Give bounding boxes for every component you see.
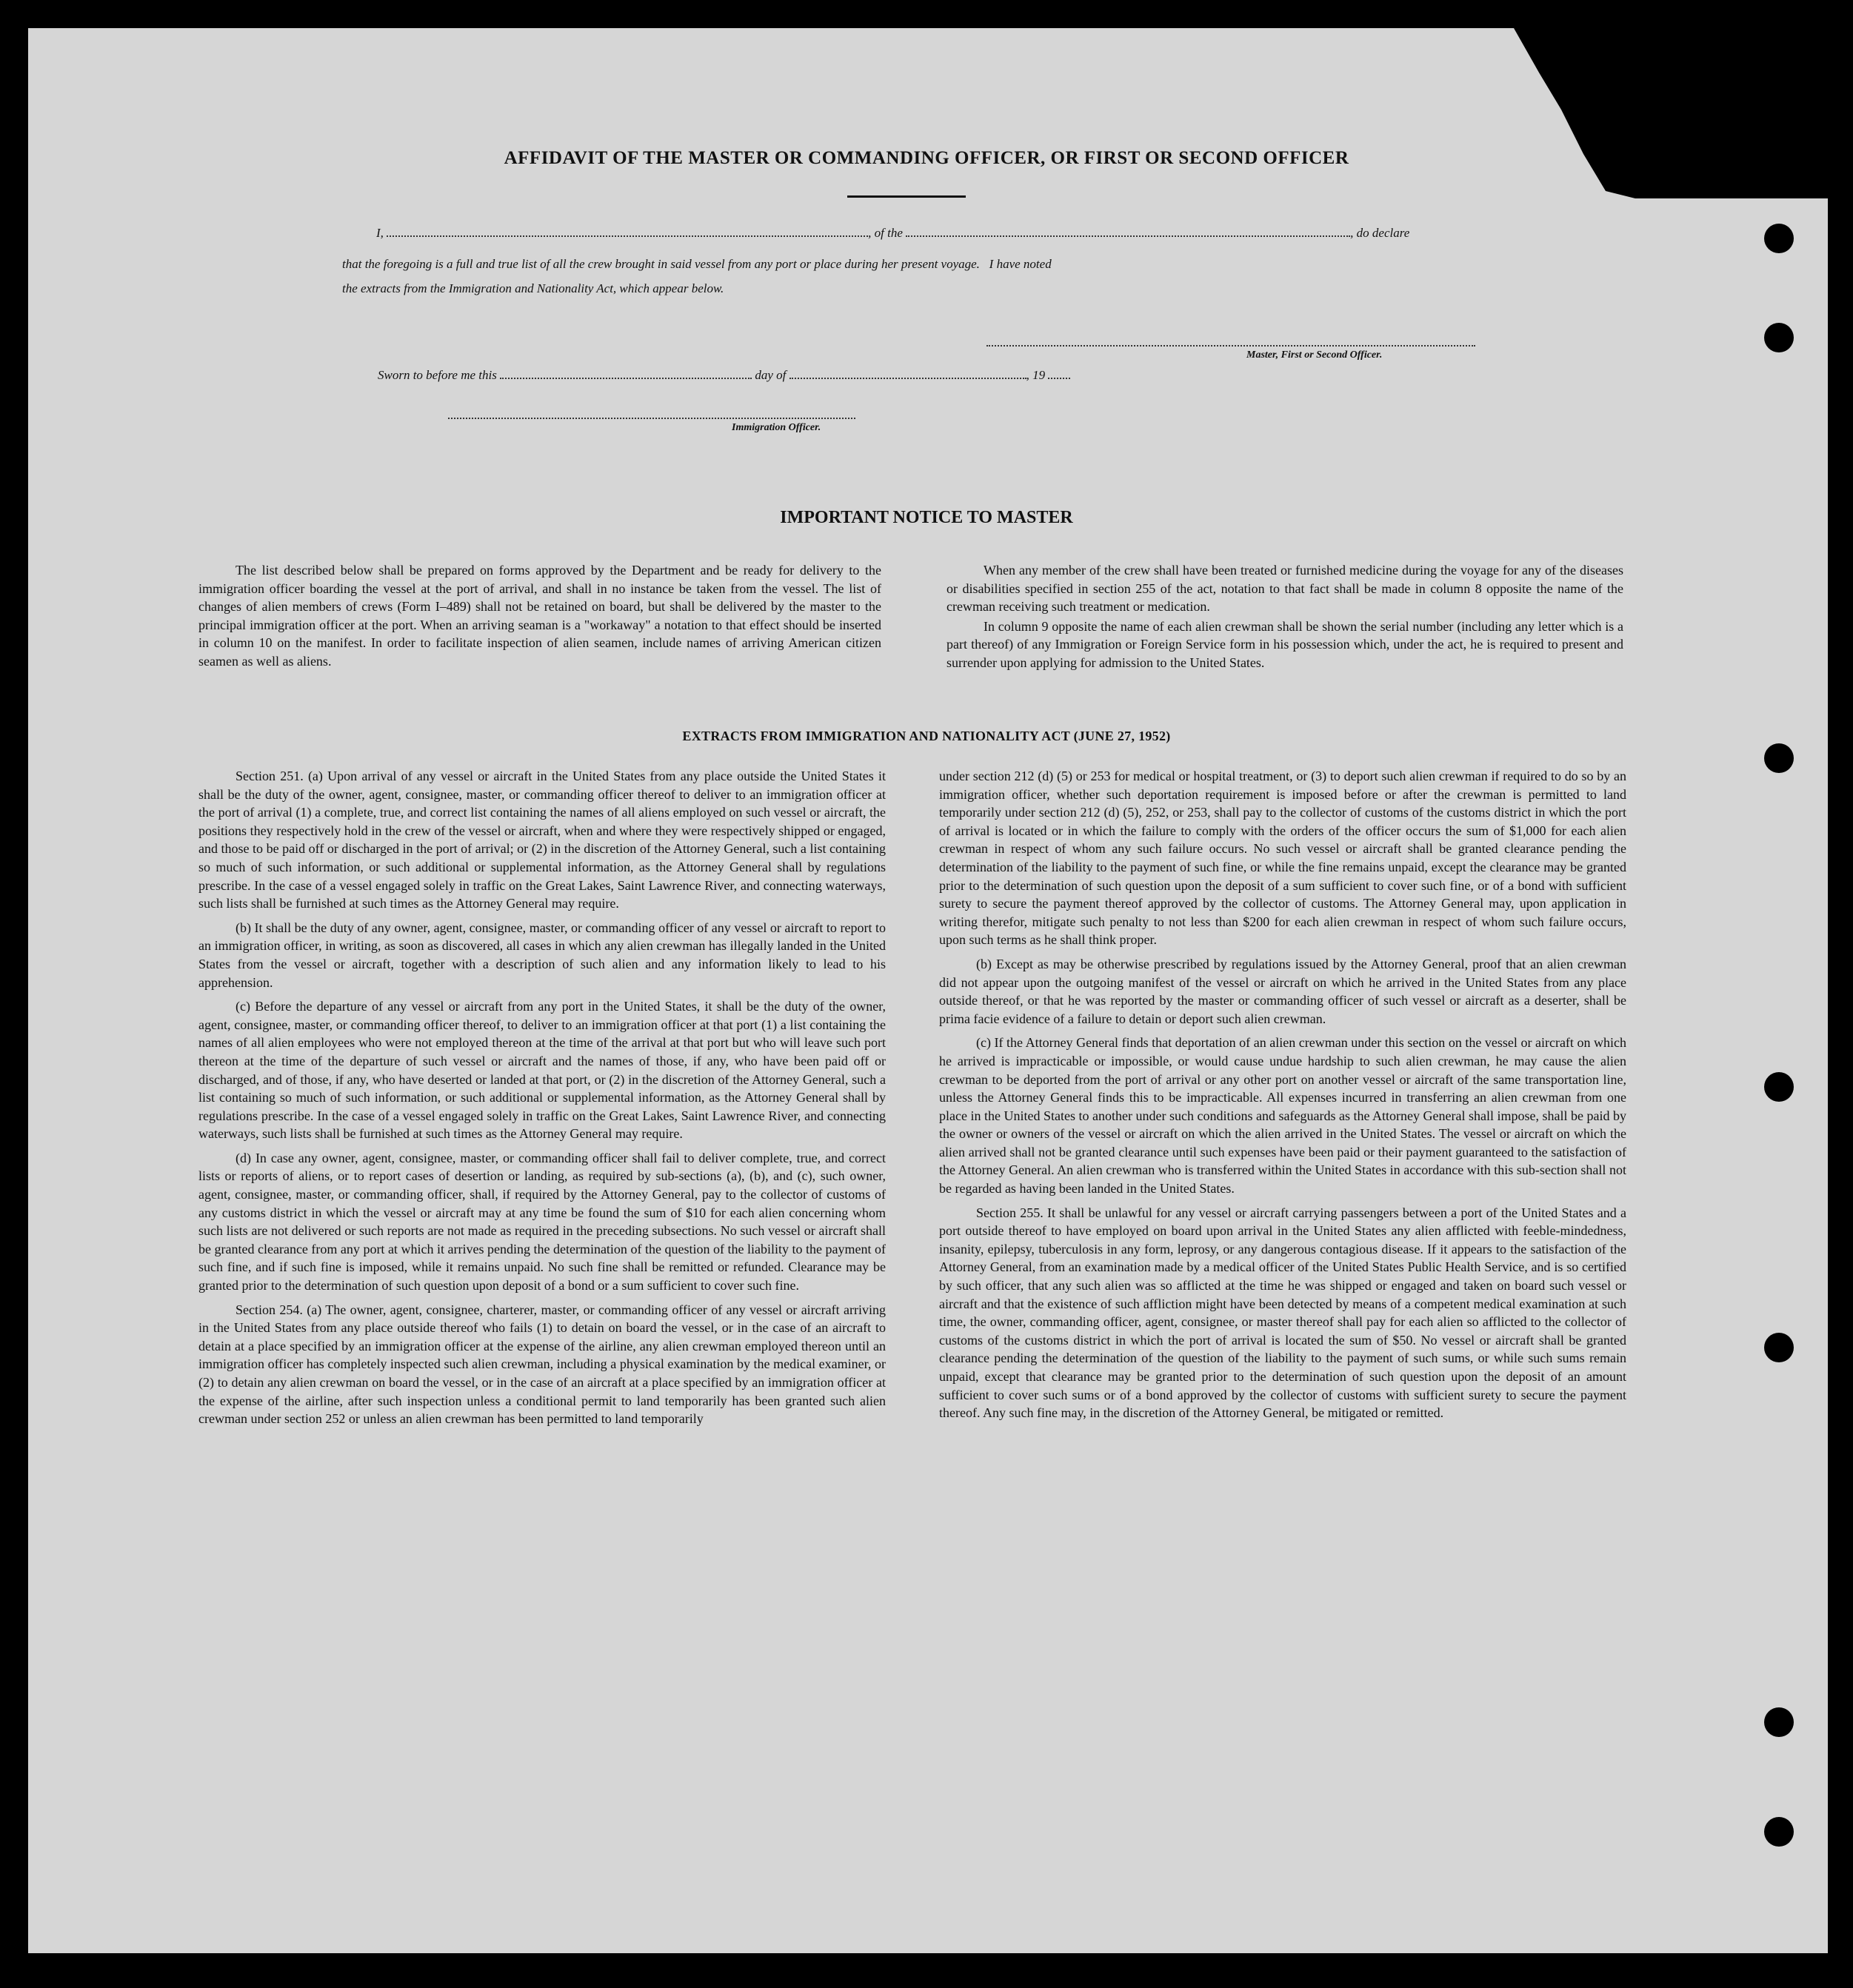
- immigration-officer-signature-line[interactable]: [448, 418, 855, 419]
- binder-hole: [1764, 323, 1794, 352]
- sworn-day-blank[interactable]: [500, 369, 752, 379]
- section-251-a: Section 251. (a) Upon arrival of any vessel or aircraft in the United States from any place outside the United States it shall be the duty of the owner, agent, consignee, master, or commanding officer thereof to deliver to an immigration officer at the port of arrival (1) a complete, true, and correct list containing the names of all aliens employed on such vessel or aircraft, the positions they respectively hold in the crew of the vessel or aircraft, when and where they were respectively shipped or engaged, and those to be paid off or discharged in the port of arrival; or (2) in the discretion of the Attorney General, such a list containing so much of such information, or such additional or supplemental information, as the Attorney General shall by regulations prescribe. In the case of a vessel engaged solely in traffic on the Great Lakes, Saint Lawrence River, and connecting waterways, such lists shall be furnished at such times as the Attorney General may require.: [198, 769, 886, 911]
- binder-hole: [1764, 1707, 1794, 1737]
- notice-left-column: [198, 561, 881, 677]
- section-254-a: Section 254. (a) The owner, agent, consignee, charterer, master, or commanding officer of any vessel or aircraft arriving in the United States from any place outside thereof who fails (1) to detain on board the vessel, or in the case of an aircraft to detain at a place specified by an immigration officer at the expense of the airline, any alien crewman employed thereon until an immigration officer has completely inspected such alien crewman, including a physical examination by the medical examiner, or (2) to detain any alien crewman on board the vessel, or in the case of an aircraft at a place specified by an immigration officer at the expense of the airline, after such inspection unless a conditional permit to land temporarily has been granted such alien crewman under section 252 or unless an alien crewman has been permitted to land temporarily: [198, 1302, 886, 1427]
- affidavit-of-the: , of the: [868, 226, 903, 240]
- extracts-left-column: [198, 767, 886, 1434]
- binder-hole: [1764, 1333, 1794, 1362]
- master-signature-line[interactable]: [986, 345, 1475, 347]
- binder-hole: [1764, 1817, 1794, 1847]
- immigration-officer-caption: Immigration Officer.: [732, 422, 821, 433]
- section-251-b: (b) It shall be the duty of any owner, agent, consignee, master, or commanding officer of any vessel or aircraft to report to an immigration officer, in writing, as soon as discovered, all cases in which any alien crewman has illegally landed in the United States from the vessel or aircraft, together with a description of such alien and any information likely to lead to his apprehension.: [198, 920, 886, 990]
- extracts-title: EXTRACTS FROM IMMIGRATION AND NATIONALITY ACT (JUNE 27, 1952): [682, 729, 1171, 743]
- section-255: Section 255. It shall be unlawful for any vessel or aircraft carrying passengers between a port of the United States and a port outside thereof to have employed on board upon arrival in the United States any alien afflicted with feeble-mindedness, insanity, epilepsy, tuberculosis in any form, leprosy, or any dangerous contagious disease. If it appears to the satisfaction of the Attorney General, from an examination made by a medical officer of the United States Public Health Service, and is so certified by such officer, that any such alien was so afflicted at the time he was shipped or engaged and taken on board such vessel or aircraft and that the existence of such affliction might have been detected by means of a competent medical examination at such time, the owner, commanding officer, agent, consignee, or master thereof shall pay for each alien so afflicted to the collector of customs of the customs district in which the port of arrival is located the sum of $50. No vessel or aircraft shall be granted clearance pending the determination of the question of the liability to the payment of such sums, or while such sums remain unpaid, except that clearance may be granted prior to the determination of such question upon the deposit of an amount sufficient to cover such sums or of a bond approved by the collector of customs with sufficient surety to secure the payment thereof. Any such fine may, in the discretion of the Attorney General, be mitigated or remitted.: [939, 1205, 1626, 1421]
- section-251-d: (d) In case any owner, agent, consignee, master, or commanding officer shall fail to deliver complete, true, and correct lists or reports of aliens, or to report cases of desertion or landing, as required by sub-sections (a), (b), and (c), such owner, agent, consignee, master, or commanding officer, shall, if required by the Attorney General, pay to the collector of customs of any customs district in which the vessel or aircraft may at any time be found the sum of $10 for each alien concerning whom such lists are not delivered or such reports are not made as required in the preceding subsections. No such vessel or aircraft shall be granted clearance from any port at which it arrives pending the determination of the question of the liability to the payment of such fine, and if such fine is imposed, while it remains unpaid. No such fine shall be remitted or refunded. Clearance may be granted prior to the determination of such question upon deposit of a bond or a sum sufficient to cover such fine.: [198, 1150, 886, 1293]
- binder-hole: [1764, 224, 1794, 253]
- section-254-b: (b) Except as may be otherwise prescribed by regulations issued by the Attorney General, proof that an alien crewman did not appear upon the outgoing manifest of the vessel or aircraft on which he arrived in the United States from any place outside thereof, or that he was reported by the master or commanding officer of such vessel or aircraft as a deserter, shall be prima facie evidence of a failure to detain or deport such alien crewman.: [939, 956, 1626, 1026]
- title-divider: [847, 195, 966, 198]
- binder-hole: [1764, 743, 1794, 773]
- sworn-month-blank[interactable]: [789, 369, 1026, 379]
- sworn-year-blank[interactable]: [1048, 369, 1070, 379]
- notice-right-column: [946, 561, 1623, 678]
- section-251-c: (c) Before the departure of any vessel or aircraft from any port in the United States, it shall be the duty of the owner, agent, consignee, master, or commanding officer thereof, to deliver to an immigration officer at that port (1) a list containing the names of all alien employees who were not employed thereon at the time of the arrival at that port but who will leave such port thereon at the time of the departure of such vessel or aircraft and the names of those, if any, who have been paid off or discharged, and of those, if any, who have deserted or landed at that port, or (2) in the discretion of the Attorney General, such a list containing so much of such information, or such additional or supplemental information, as the Attorney General shall by regulations prescribe. In the case of a vessel engaged solely in traffic on the Great Lakes, Saint Lawrence River, and connecting waterways, such lists shall be furnished at such times as the Attorney General may require.: [198, 999, 886, 1142]
- notice-right-paragraph-1: When any member of the crew shall have been treated or furnished medicine during the voyage for any of the diseases or disabilities specified in section 255 of the act, notation to that fact shall be made in column 8 opposite the name of the crewman receiving such treatment or medication.: [946, 563, 1623, 615]
- affidavit-do-declare: , do declare: [1350, 226, 1410, 240]
- extracts-right-column: [939, 767, 1626, 1428]
- section-254-a-continued: under section 212 (d) (5) or 253 for medical or hospital treatment, or (3) to deport such alien crewman if required to do so by an immigration officer, whether such deportation requirement is imposed before or after the crewman is permitted to land temporarily under section 212 (d) (5), 252, or 253, shall pay to the collector of customs of the customs district in which the port of arrival is located or in which the failure to comply with the orders of the officer occurs the sum of $1,000 for each alien crewman in respect of whom any such failure occurs. No such vessel or aircraft shall be granted clearance pending the determination of the liability to the payment of such fine, or while the fine remains unpaid, except the clearance may be granted prior to the determination of such question upon the deposit of a sum sufficient to cover such fine, or of a bond with sufficient surety to secure the payment thereof approved by the collector of customs. The Attorney General may, upon application in writing therefor, mitigate such penalty to not less than $200 for each alien crewman in respect of whom such failure occurs, upon such terms as he shall think proper.: [939, 769, 1626, 948]
- notice-left-paragraph: The list described below shall be prepared on forms approved by the Department and be ready for delivery to the immigration officer boarding the vessel at the port of arrival, and shall in no instance be taken from the vessel. The list of changes of alien members of crews (Form I–489) shall not be retained on board, but shall be delivered by the master to the principal immigration officer at the port. When an arriving seaman is a "workaway" a notation to that effect should be inserted in column 10 on the manifest. In order to facilitate inspection of alien seamen, include names of arriving American citizen seamen as well as aliens.: [198, 563, 881, 669]
- name-blank[interactable]: [387, 227, 868, 237]
- affidavit-statement-line: that the foregoing is a full and true list of all the crew brought in said vessel from any port or place during her present voyage. I have noted: [342, 257, 1052, 271]
- binder-hole: [1764, 1072, 1794, 1102]
- notice-title: IMPORTANT NOTICE TO MASTER: [780, 508, 1073, 527]
- affidavit-title: AFFIDAVIT OF THE MASTER OR COMMANDING OFFICER, OR FIRST OR SECOND OFFICER: [504, 148, 1349, 168]
- master-signature-caption: Master, First or Second Officer.: [1246, 349, 1383, 361]
- notice-right-paragraph-2: In column 9 opposite the name of each alien crewman shall be shown the serial number (including any letter which is a part thereof) of any Immigration or Foreign Service form in his possession which, under the act, he is required to present and surrender upon applying for admission to the United States.: [946, 618, 1623, 670]
- affidavit-declaration-line: [376, 226, 1480, 241]
- sworn-year: , 19: [1026, 368, 1046, 382]
- sworn-day-of: day of: [755, 368, 787, 382]
- affidavit-i: I,: [376, 226, 384, 240]
- sworn-prefix: Sworn to before me this: [378, 368, 497, 382]
- sworn-line: [378, 368, 1070, 383]
- section-254-c: (c) If the Attorney General finds that deportation of an alien crewman under this section on the vessel or aircraft on which he arrived is impracticable or impossible, or would cause undue hardship to such alien crewman, he may cause the alien crewman to be deported from the port of arrival or any other port on another vessel or aircraft of the same transportation line, unless the Attorney General finds this to be impracticable. All expenses incurred in transferring an alien crewman from one place in the United States to another under such conditions and safeguards as the Attorney General shall impose, shall be paid by the owner or owners of the vessel or aircraft on which the alien arrived in the United States. The vessel or aircraft on which the alien arrived shall not be granted clearance until such expenses have been paid or their payment guaranteed to the satisfaction of the Attorney General. An alien crewman who is transferred within the United States in accordance with this sub-section shall not be regarded as having been landed in the United States.: [939, 1035, 1626, 1197]
- affidavit-noted-line: the extracts from the Immigration and Nationality Act, which appear below.: [342, 281, 724, 295]
- vessel-blank[interactable]: [906, 227, 1350, 237]
